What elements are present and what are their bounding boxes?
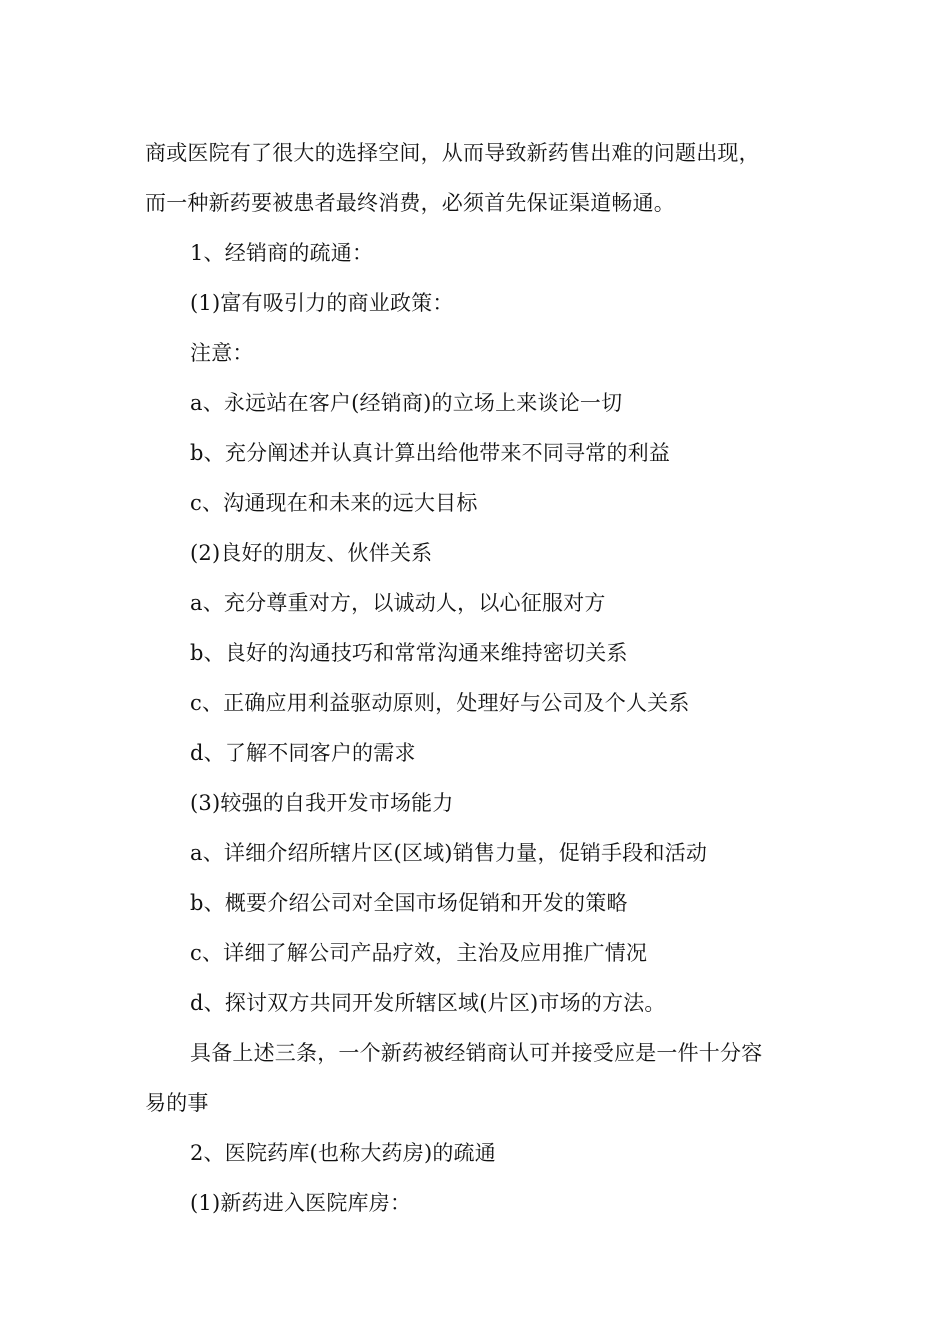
paragraph-line: 具备上述三条，一个新药被经销商认可并接受应是一件十分容 (190, 1041, 763, 1065)
note-label: 注意： (190, 341, 254, 365)
list-item: b、良好的沟通技巧和常常沟通来维持密切关系 (190, 641, 628, 665)
subsection-heading: (3)较强的自我开发市场能力 (190, 791, 454, 815)
list-item: a、充分尊重对方，以诚动人，以心征服对方 (190, 591, 606, 615)
section-heading: 2、医院药库(也称大药房)的疏通 (190, 1141, 496, 1165)
list-item: b、充分阐述并认真计算出给他带来不同寻常的利益 (190, 441, 671, 465)
subsection-heading: (1)新药进入医院库房： (190, 1191, 412, 1215)
list-item: c、详细了解公司产品疗效，主治及应用推广情况 (190, 941, 648, 965)
list-item: a、详细介绍所辖片区(区域)销售力量，促销手段和活动 (190, 841, 708, 865)
subsection-heading: (2)良好的朋友、伙伴关系 (190, 541, 433, 565)
paragraph-line: 易的事 (145, 1091, 209, 1115)
text-line: 而一种新药要被患者最终消费，必须首先保证渠道畅通。 (145, 191, 675, 215)
list-item: d、探讨双方共同开发所辖区域(片区)市场的方法。 (190, 991, 666, 1015)
document-body (145, 128, 810, 1228)
text-line: 商或医院有了很大的选择空间，从而导致新药售出难的问题出现， (145, 141, 760, 165)
section-heading: 1、经销商的疏通： (190, 241, 374, 265)
subsection-heading: (1)富有吸引力的商业政策： (190, 291, 454, 315)
list-item: c、正确应用利益驱动原则，处理好与公司及个人关系 (190, 691, 690, 715)
list-item: d、了解不同客户的需求 (190, 741, 416, 765)
list-item: c、沟通现在和未来的远大目标 (190, 491, 478, 515)
list-item: b、概要介绍公司对全国市场促销和开发的策略 (190, 891, 628, 915)
list-item: a、永远站在客户(经销商)的立场上来谈论一切 (190, 391, 623, 415)
